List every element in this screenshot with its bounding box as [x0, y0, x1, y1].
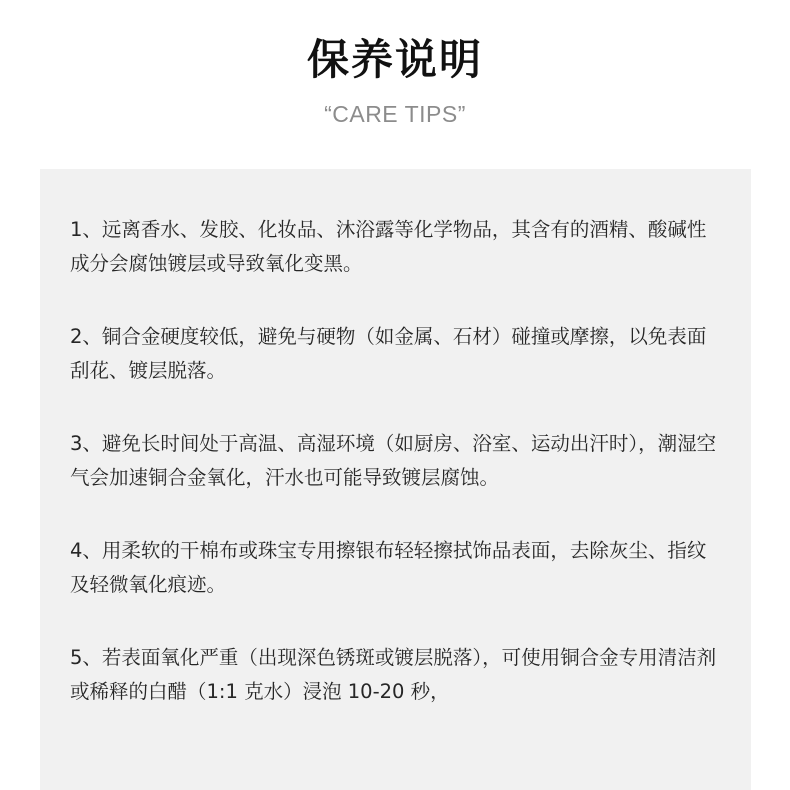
- page-title: 保养说明: [306, 35, 483, 84]
- tip-item-2: 2、铜合金硬度较低，避免与硬物（如金属、石材）碰撞或摩擦，以免表面刮花、镀层脱落。: [70, 325, 707, 382]
- tip-item-1: 1、远离香水、发胶、化妆品、沐浴露等化学物品，其含有的酒精、酸碱性成分会腐蚀镀层或导致氧化变黑。: [70, 218, 707, 275]
- tip-item-5: 5、若表面氧化严重（出现深色锈斑或镀层脱落），可使用铜合金专用清洁剂或稀释的白醋（1:1 克水）浸泡 10-20 秒，: [70, 646, 717, 703]
- tip-item-3: 3、避免长时间处于高温、高湿环境（如厨房、浴室、运动出汗时），潮湿空气会加速铜合金氧化，汗水也可能导致镀层腐蚀。: [70, 432, 717, 489]
- tip-item-4: 4、用柔软的干棉布或珠宝专用擦银布轻轻擦拭饰品表面，去除灰尘、指纹及轻微氧化痕迹。: [70, 539, 707, 596]
- page-subtitle: “CARE TIPS”: [324, 101, 466, 127]
- care-tips-panel: [40, 169, 751, 790]
